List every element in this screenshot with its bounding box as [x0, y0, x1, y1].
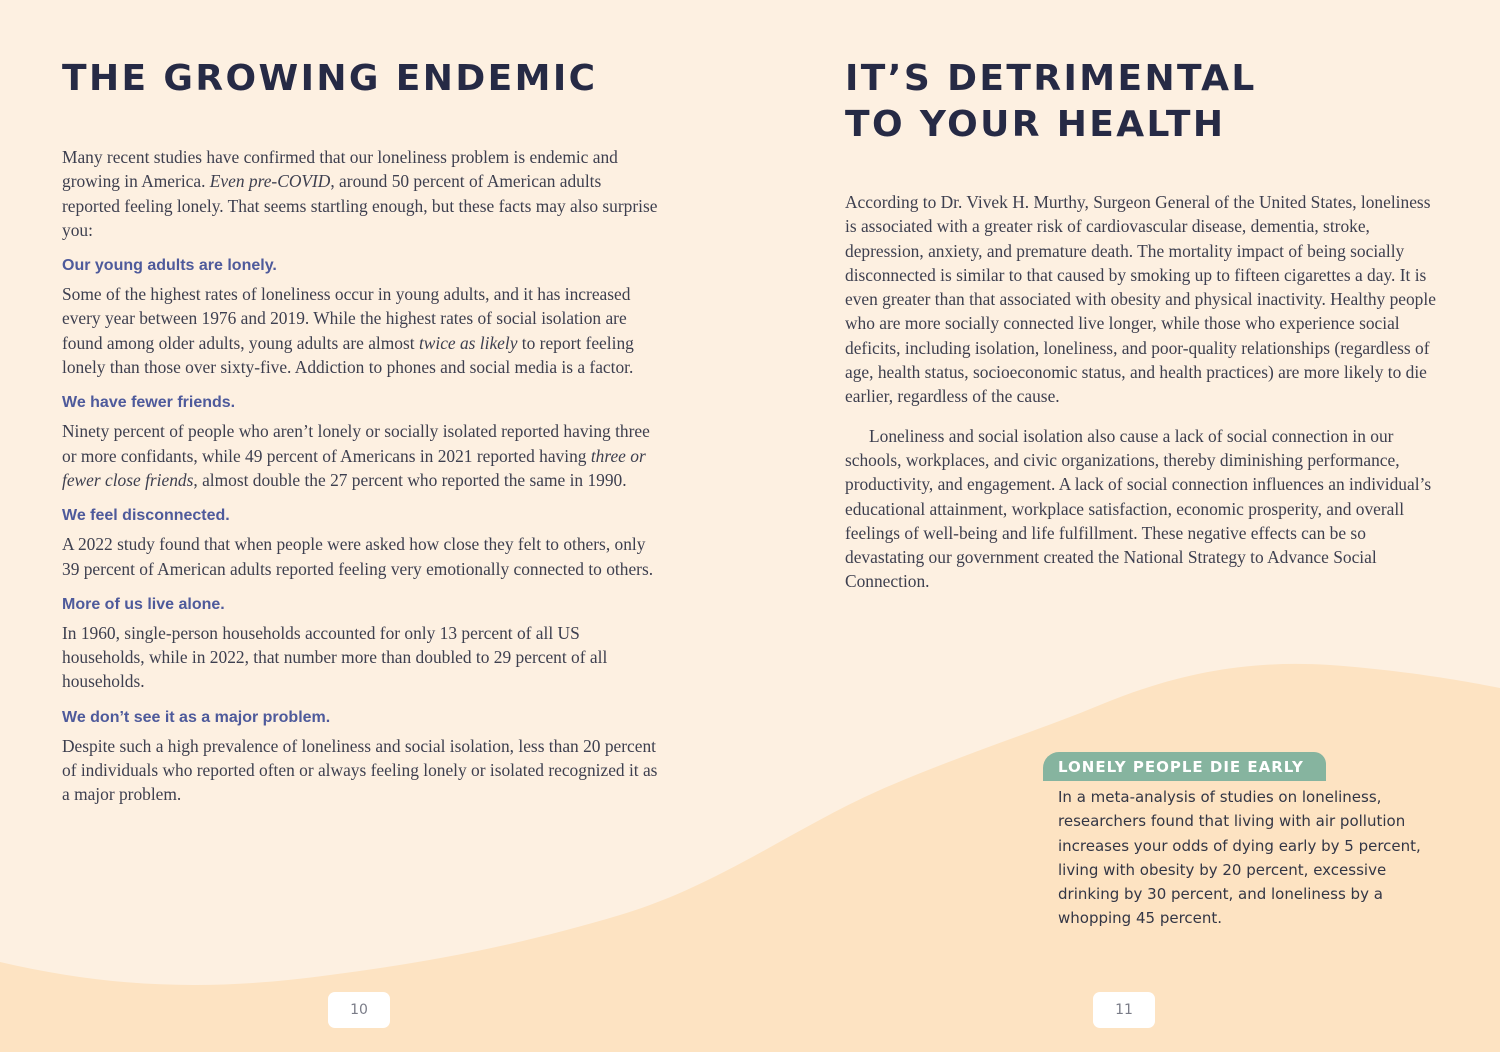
- section-body: [62, 282, 662, 379]
- left-body: [62, 145, 662, 807]
- section-young-adults: [62, 256, 662, 379]
- intro-emphasis: Even pre-COVID: [209, 171, 331, 192]
- section-emphasis: twice as likely: [418, 332, 518, 353]
- right-body: [845, 190, 1445, 594]
- body-paragraph: According to Dr. Vivek H. Murthy, Surgeon General of the United States, loneliness is associated with a greater risk of cardiovascular disease, dementia, stroke, depression, anxiety, and premature death. The mortality impact of being socially disconnected is similar to that caused by smoking up to fifteen cigarettes a day. It is even greater than that associated with obesity and physical inactivity. Healthy people who are more socially connected live longer, while those who experience social deficits, including isolation, loneliness, and poor-quality relationships (regardless of age, health status, socioeconomic status, and health practices) are more likely to die earlier, regardless of the cause.: [845, 192, 1436, 407]
- section-fewer-friends: [62, 393, 662, 492]
- section-text: In 1960, single-person households accounted for only 13 percent of all US households, while in 2022, that number more than doubled to 29 percent of all households.: [62, 622, 608, 692]
- title-line: IT’S DETRIMENTAL: [845, 58, 1257, 99]
- section-heading: We feel disconnected.: [62, 507, 230, 525]
- section-heading: We have fewer friends.: [62, 394, 236, 412]
- callout-label: LONELY PEOPLE DIE EARLY: [1043, 752, 1326, 781]
- section-body: [62, 532, 662, 581]
- section-text: Ninety percent of people who aren’t lonely or socially isolated reported having three or more confidants, while 49 percent of Americans in 2021 reported having: [62, 421, 650, 466]
- section-heading: We don’t see it as a major problem.: [62, 708, 331, 726]
- section-body: [62, 621, 662, 694]
- callout-box: [1043, 752, 1443, 931]
- page-number: 11: [1093, 992, 1155, 1028]
- section-major-problem: [62, 708, 662, 807]
- intro-paragraph: [62, 145, 662, 242]
- chapter-title: THE GROWING ENDEMIC: [62, 58, 598, 99]
- body-paragraph: Loneliness and social isolation also cause a lack of social connection in our schools, workplaces, and civic organizations, thereby diminishing performance, productivity, and engagement. A lack of social connection influences an individual’s educational attainment, workplace satisfaction, economic prosperity, and overall feelings of well-being and life fulfillment. These negative effects can be so devastating our government created the National Strategy to Advance Social Connection.: [845, 425, 1432, 592]
- callout-text: In a meta-analysis of studies on loneliness, researchers found that living with air pollution increases your odds of dying early by 5 percent, living with obesity by 20 percent, excessive drinking by 30 percent, and loneliness by a whopping 45 percent.: [1058, 788, 1421, 928]
- section-heading: Our young adults are lonely.: [62, 257, 277, 275]
- section-text: Some of the highest rates of loneliness occur in young adults, and it has increased every year between 1976 and 2019. While the highest rates of social isolation are found among older adults, young adults are almost: [62, 284, 631, 353]
- title-line: TO YOUR HEALTH: [845, 104, 1226, 145]
- section-heading: More of us live alone.: [62, 595, 225, 613]
- page-number: 10: [328, 992, 390, 1028]
- section-text: A 2022 study found that when people were asked how close they felt to others, only 39 percent of American adults reported feeling very emotionally connected to others.: [62, 534, 654, 579]
- section-text: to report feeling lonely than those over sixty-five. Addiction to phones and social media is a factor.: [62, 332, 634, 378]
- intro-text: , around 50 percent of American adults reported feeling lonely. That seems startling enough, but these facts may also surprise you:: [62, 171, 658, 240]
- chapter-title: [845, 56, 1257, 148]
- section-text: , almost double the 27 percent who reported the same in 1990.: [193, 469, 627, 490]
- section-disconnected: [62, 506, 662, 581]
- section-live-alone: [62, 595, 662, 694]
- intro-text: Many recent studies have confirmed that our loneliness problem is endemic and growing in America.: [62, 147, 618, 192]
- section-emphasis: three or fewer close friends: [62, 445, 646, 490]
- section-text: Despite such a high prevalence of loneliness and social isolation, less than 20 percent of individuals who reported often or always feeling lonely or isolated recognized it as a major problem.: [62, 735, 658, 805]
- section-body: [62, 419, 662, 492]
- right-page: [750, 0, 1500, 1052]
- section-body: [62, 734, 662, 807]
